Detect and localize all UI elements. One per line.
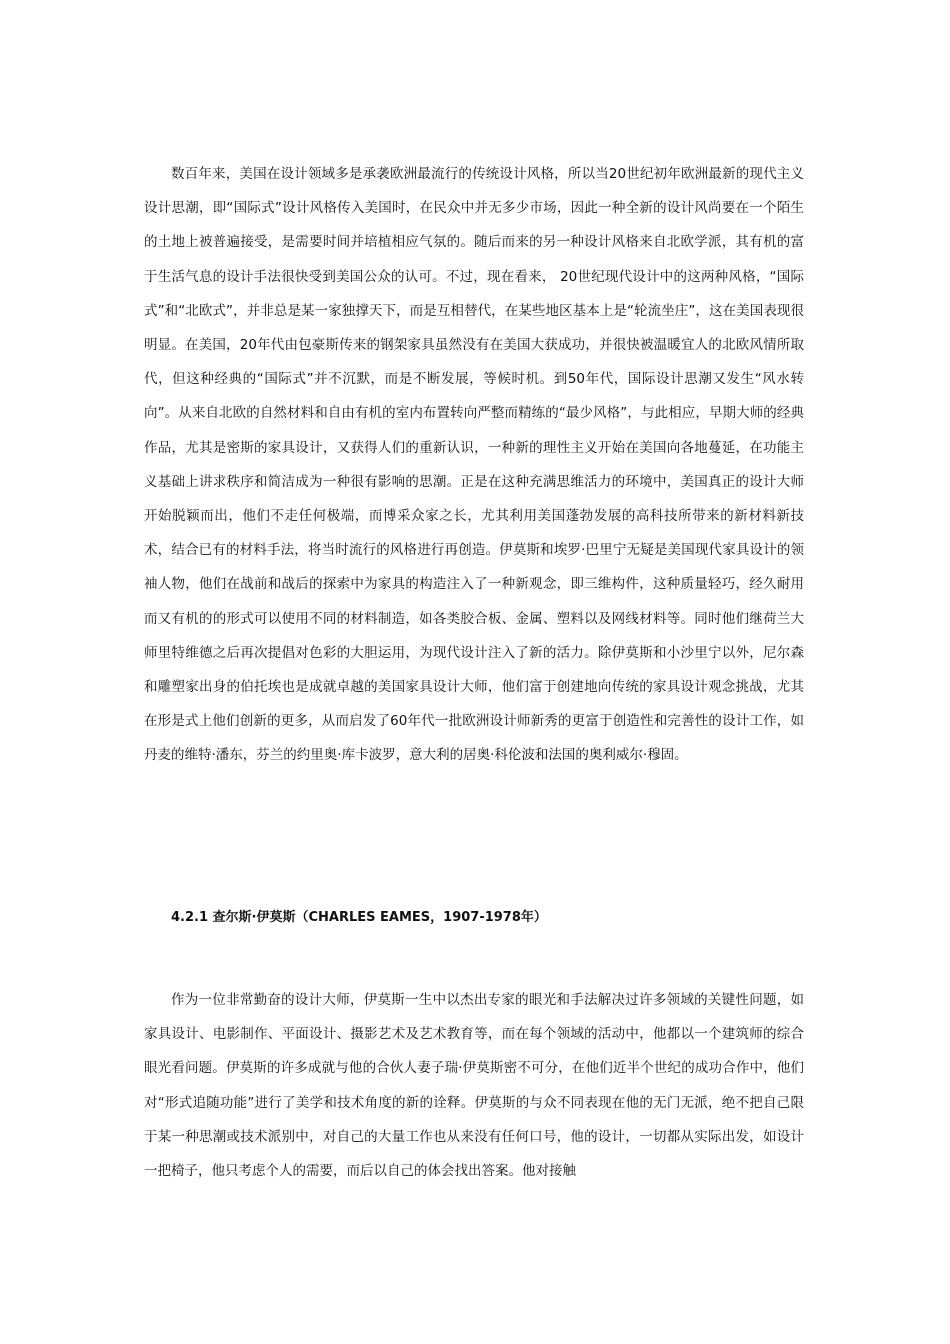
- section-heading: 4.2.1 查尔斯·伊莫斯（CHARLES EAMES，1907-1978年）: [171, 910, 547, 925]
- body-paragraph-intro: 数百年来，美国在设计领域多是承袭欧洲最流行的传统设计风格，所以当20世纪初年欧洲最新的现代主义设计思潮，即“国际式”设计风格传入美国时，在民众中并无多少市场，因此一种全新的设计风尚要在一个陌生的土地上被普遍接受，是需要时间并培植相应气氛的。随后而来的另一种设计风格来自北欧学派，其有机的富于生活气息的设计手法很快受到美国公众的认可。不过，现在看来， 20世纪现代设计中的这两种风格，“国际式”和“北欧式”，并非总是某一家独撑天下，而是互相替代，在某些地区基本上是“轮流坐庄”，这在美国表现很明显。在美国，20年代由包豪斯传来的钢架家具虽然没有在美国大获成功，并很快被温暖宜人的北欧风情所取代，但这种经典的“国际式”并不沉默，而是不断发展，等候时机。到50年代，国际设计思潮又发生“风水转向”。从来自北欧的自然材料和自由有机的室内布置转向严整而精练的“最少风格”，与此相应，早期大师的经典作品，尤其是密斯的家具设计，又获得人们的重新认识，一种新的理性主义开始在美国向各地蔓延，在功能主义基础上讲求秩序和简洁成为一种很有影响的思潮。正是在这种充满思维活力的环境中，美国真正的设计大师开始脱颖而出，他们不走任何极端，而博采众家之长，尤其利用美国蓬勃发展的高科技所带来的新材料新技术，结合已有的材料手法，将当时流行的风格进行再创造。伊莫斯和埃罗·巴里宁无疑是美国现代家具设计的领袖人物，他们在战前和战后的探索中为家具的构造注入了一种新观念，即三维构件，这种质量轻巧，经久耐用而又有机的的形式可以使用不同的材料制造，如各类胶合板、金属、塑料以及网线材料等。同时他们继荷兰大师里特维德之后再次提倡对色彩的大胆运用，为现代设计注入了新的活力。除伊莫斯和小沙里宁以外，尼尔森和雕塑家出身的伯托埃也是成就卓越的美国家具设计大师，他们富于创建地向传统的家具设计观念挑战，尤其在形是式上他们创新的更多，从而启发了60年代一批欧洲设计师新秀的更富于创造性和完善性的设计工作，如丹麦的维特·潘东，芬兰的约里奥·库卡波罗，意大利的居奥·科伦波和法国的奥利威尔·穆固。: [144, 166, 804, 764]
- body-paragraph-eames: 作为一位非常勤奋的设计大师，伊莫斯一生中以杰出专家的眼光和手法解决过许多领域的关键性问题，如家具设计、电影制作、平面设计、摄影艺术及艺术教育等，而在每个领域的活动中，他都以一个建筑师的综合眼光看问题。伊莫斯的许多成就与他的合伙人妻子瑞·伊莫斯密不可分，在他们近半个世纪的成功合作中，他们对“形式追随功能”进行了美学和技术角度的新的诠释。伊莫斯的与众不同表现在他的无门无派，绝不把自己限于某一种思潮或技术派别中，对自己的大量工作也从来没有任何口号，他的设计，一切都从实际出发，如设计一把椅子，他只考虑个人的需要，而后以自己的体会找出答案。他对接触: [144, 992, 804, 1180]
